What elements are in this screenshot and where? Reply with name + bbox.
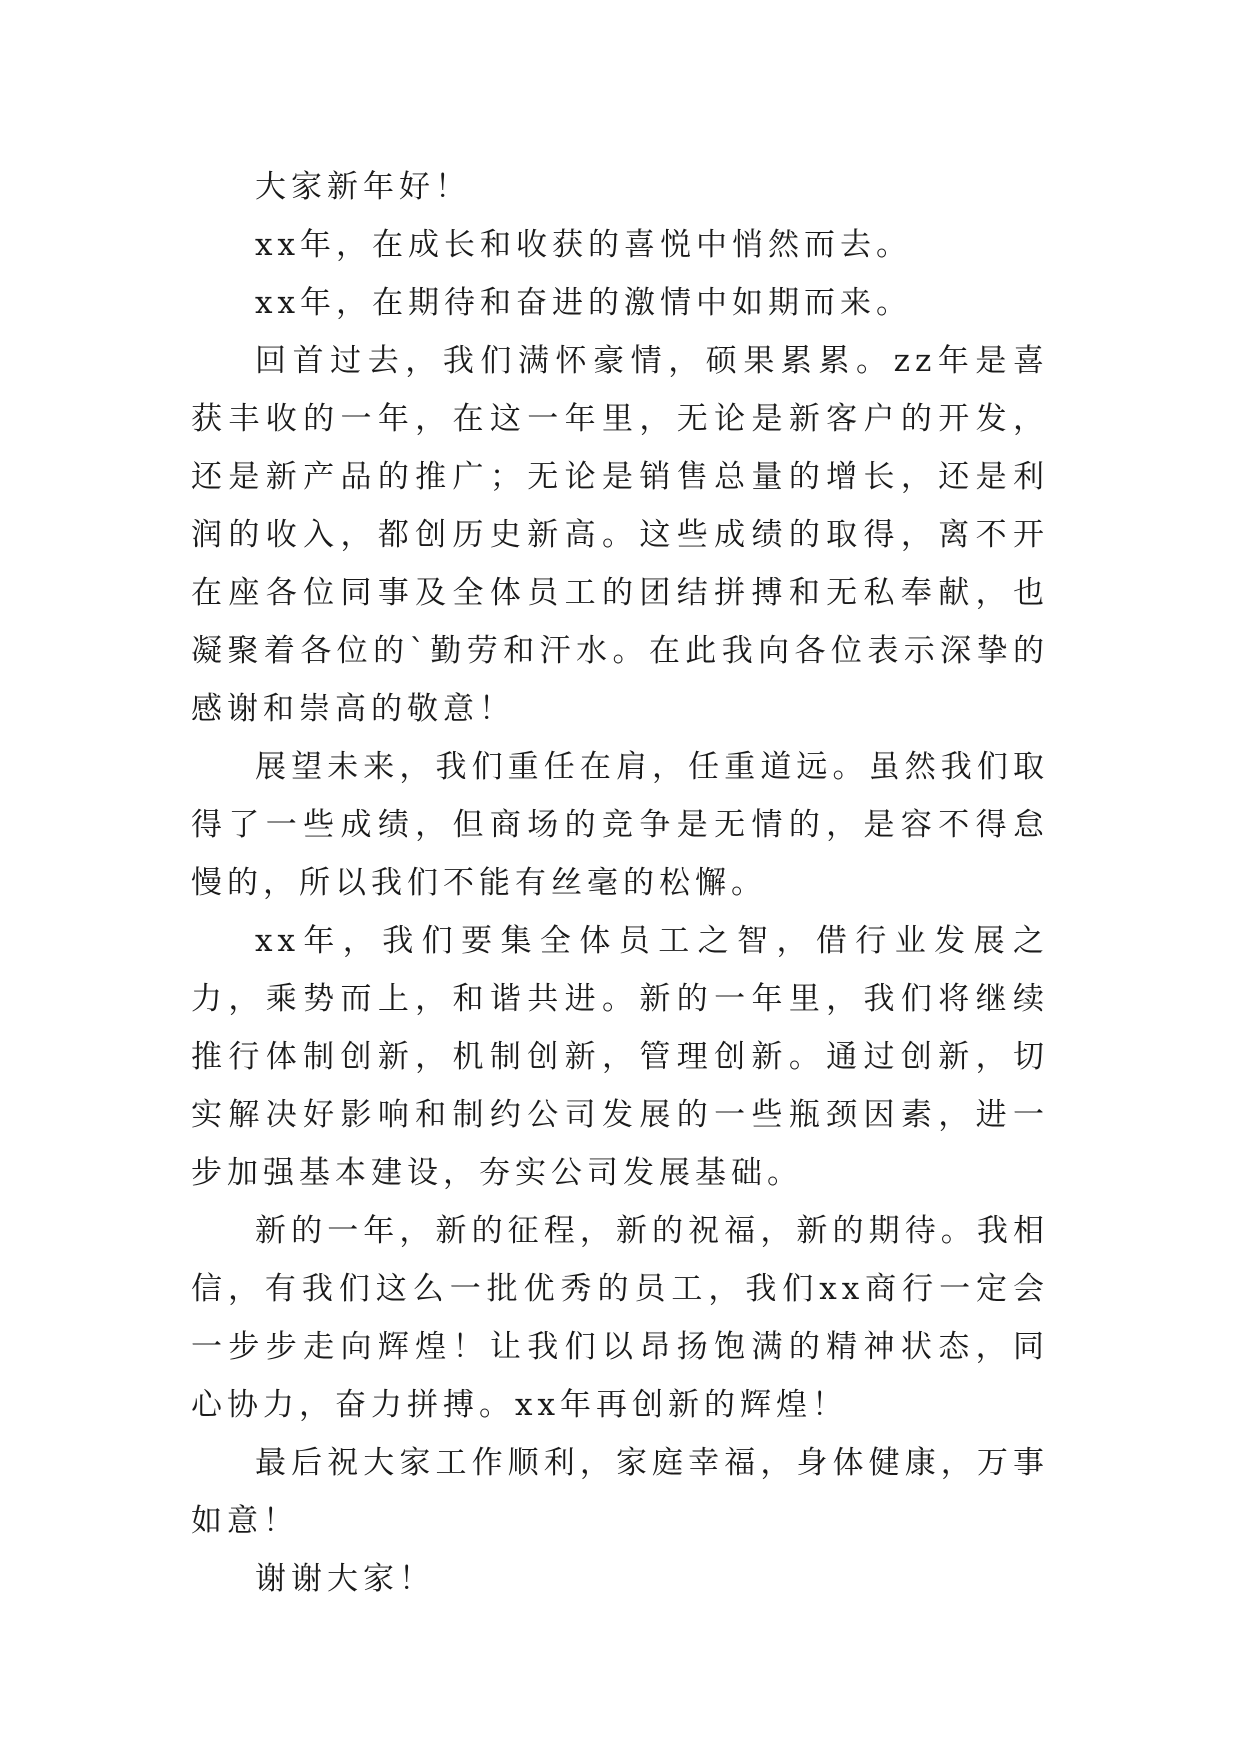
paragraph-new-year: xx年，在期待和奋进的激情中如期而来。 (255, 285, 912, 321)
paragraph-thanks: 谢谢大家！ (255, 1561, 435, 1597)
paragraph-past-year: xx年，在成长和收获的喜悦中悄然而去。 (255, 227, 912, 263)
paragraph-wishes: 最后祝大家工作顺利，家庭幸福，身体健康，万事如意！ (191, 1445, 1049, 1539)
paragraph-plan: xx年，我们要集全体员工之智，借行业发展之力，乘势而上，和谐共进。新的一年里，我们将继续推行体制创新，机制创新，管理创新。通过创新，切实解决好影响和制约公司发展的一些瓶颈因素，进一步加强基本建设，夯实公司发展基础。 (191, 923, 1049, 1191)
paragraph-review: 回首过去，我们满怀豪情，硕果累累。zz年是喜获丰收的一年，在这一年里，无论是新客户的开发，还是新产品的推广；无论是销售总量的增长，还是利润的收入，都创历史新高。这些成绩的取得，离不开在座各位同事及全体员工的团结拼搏和无私奉献，也凝聚着各位的`勤劳和汗水。在此我向各位表示深挚的感谢和崇高的敬意！ (191, 343, 1049, 727)
paragraph-outlook: 展望未来，我们重任在肩，任重道远。虽然我们取得了一些成绩，但商场的竞争是无情的，是容不得怠慢的，所以我们不能有丝毫的松懈。 (191, 749, 1049, 901)
document-body (191, 158, 1049, 1608)
paragraph-greeting: 大家新年好！ (255, 169, 471, 205)
paragraph-expectation: 新的一年，新的征程，新的祝福，新的期待。我相信，有我们这么一批优秀的员工，我们xx商行一定会一步步走向辉煌！让我们以昂扬饱满的精神状态，同心协力，奋力拼搏。xx年再创新的辉煌！ (191, 1213, 1049, 1423)
